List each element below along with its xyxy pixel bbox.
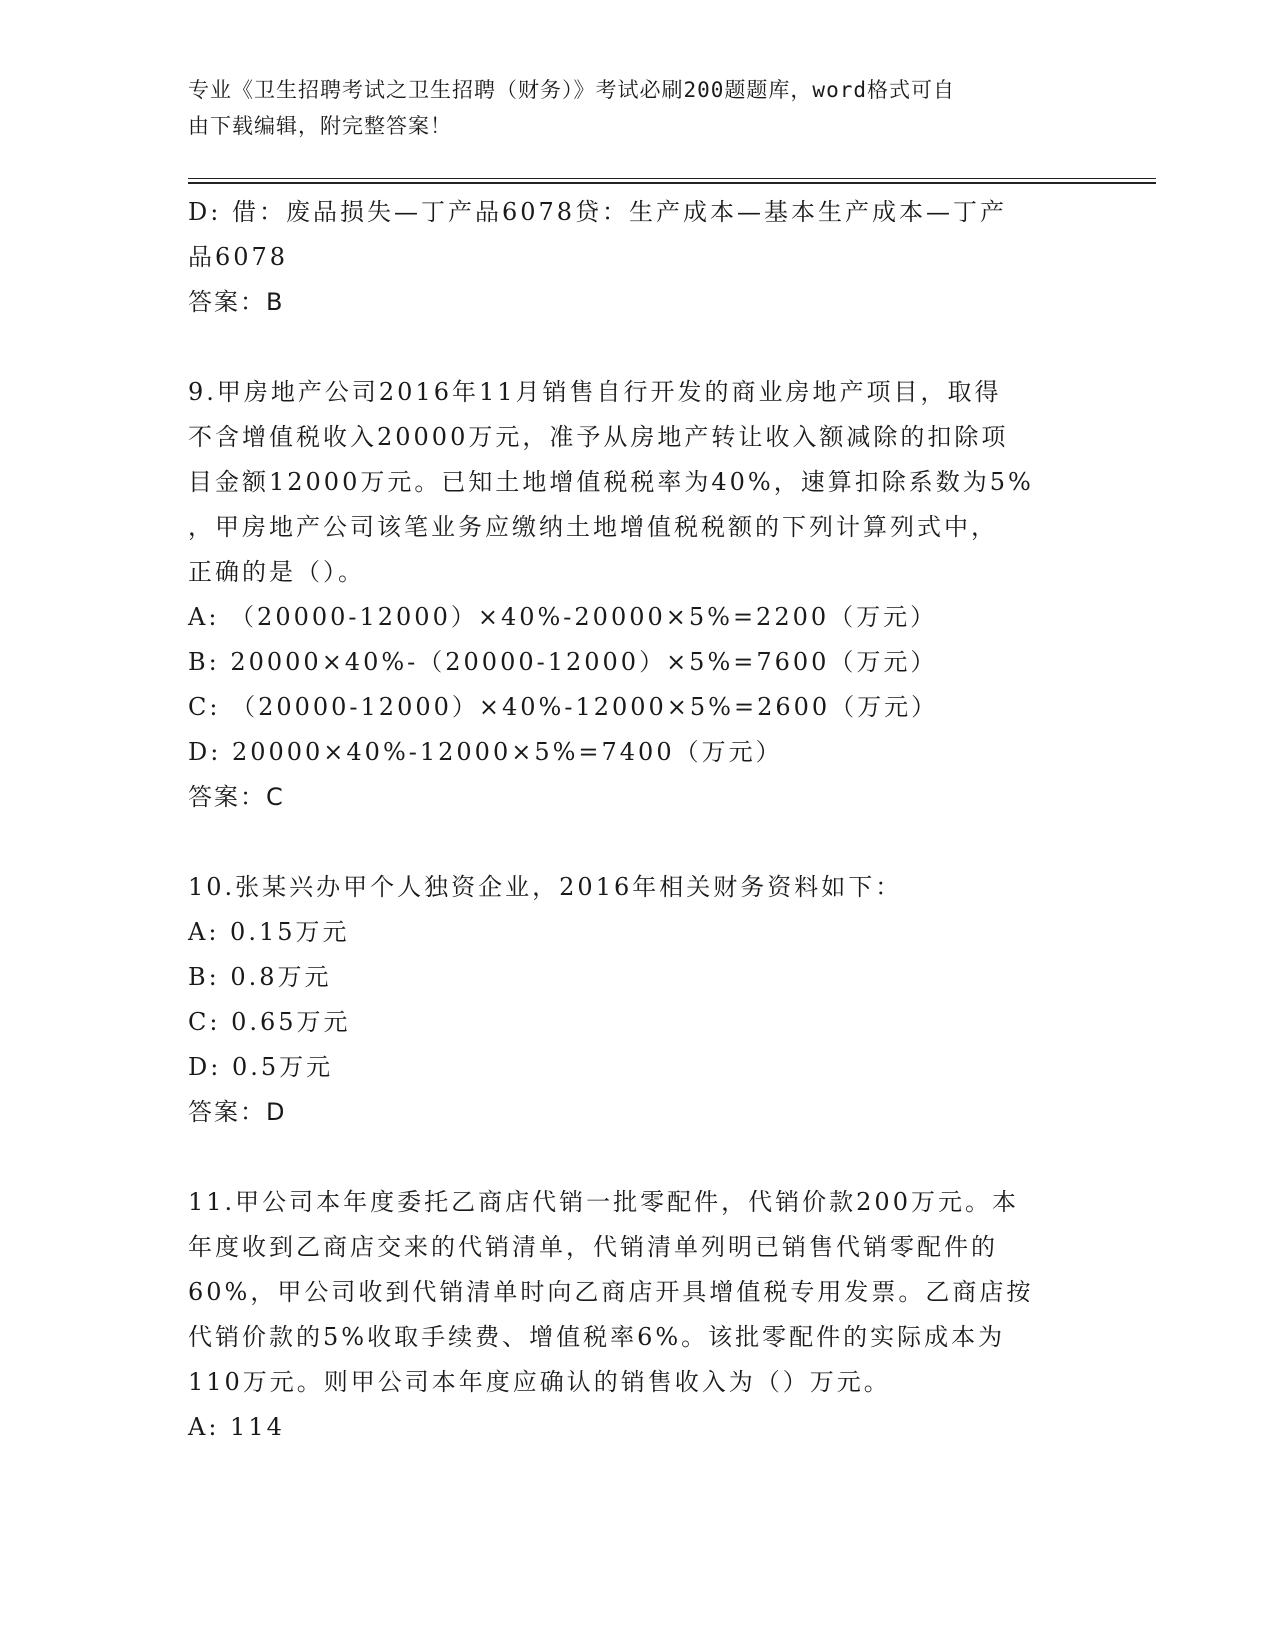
header-line-1: 专业《卫生招聘考试之卫生招聘（财务）》考试必刷200题题库，word格式可自	[188, 78, 955, 102]
question-11	[188, 1180, 1088, 1450]
question-stem-line: ，甲房地产公司该笔业务应缴纳土地增值税税额的下列计算列式中，	[188, 513, 998, 541]
question-stem-line: 11.甲公司本年度委托乙商店代销一批零配件，代销价款200万元。本	[188, 1188, 1019, 1216]
option-d: D: 0.5万元	[188, 1053, 334, 1081]
question-9	[188, 370, 1088, 820]
answer-line: 答案：B	[188, 288, 285, 316]
question-stem-line: 60%，甲公司收到代销清单时向乙商店开具增值税专用发票。乙商店按	[188, 1278, 1034, 1306]
header-divider-thick	[188, 182, 1156, 184]
header-divider-thin	[188, 178, 1156, 179]
question-stem-line: 年度收到乙商店交来的代销清单，代销清单列明已销售代销零配件的	[188, 1233, 998, 1261]
header-line-2: 由下载编辑，附完整答案！	[188, 114, 452, 138]
option-d-continued: 品6078	[188, 243, 289, 271]
spacer	[188, 325, 1088, 370]
question-stem-line: 代销价款的5%收取手续费、增值税率6%。该批零配件的实际成本为	[188, 1323, 1006, 1351]
answer-line: 答案：C	[188, 783, 285, 811]
option-d: D: 借：废品损失—丁产品6078贷：生产成本—基本生产成本—丁产	[188, 198, 1008, 226]
option-a: A: 114	[188, 1413, 285, 1441]
page-header	[188, 72, 1068, 144]
document-body	[188, 190, 1088, 1450]
answer-line: 答案：D	[188, 1098, 287, 1126]
option-b: B: 20000×40%-（20000-12000）×5%=7600（万元）	[188, 648, 938, 676]
question-stem-line: 目金额12000万元。已知土地增值税税率为40%，速算扣除系数为5%	[188, 468, 1034, 496]
question-8	[188, 190, 1088, 325]
option-d: D: 20000×40%-12000×5%=7400（万元）	[188, 738, 783, 766]
option-a: A: （20000-12000）×40%-20000×5%=2200（万元）	[188, 603, 938, 631]
question-stem-line: 不含增值税收入20000万元，准予从房地产转让收入额减除的扣除项	[188, 423, 1009, 451]
option-b: B: 0.8万元	[188, 963, 332, 991]
question-stem-line: 正确的是（）。	[188, 558, 365, 586]
spacer	[188, 1135, 1088, 1180]
spacer	[188, 820, 1088, 865]
option-c: C: （20000-12000）×40%-12000×5%=2600（万元）	[188, 693, 939, 721]
question-10	[188, 865, 1088, 1135]
question-stem-line: 10.张某兴办甲个人独资企业，2016年相关财务资料如下：	[188, 873, 903, 901]
option-a: A: 0.15万元	[188, 918, 350, 946]
option-c: C: 0.65万元	[188, 1008, 351, 1036]
question-stem-line: 110万元。则甲公司本年度应确认的销售收入为（）万元。	[188, 1368, 891, 1396]
question-stem-line: 9.甲房地产公司2016年11月销售自行开发的商业房地产项目，取得	[188, 378, 1002, 406]
